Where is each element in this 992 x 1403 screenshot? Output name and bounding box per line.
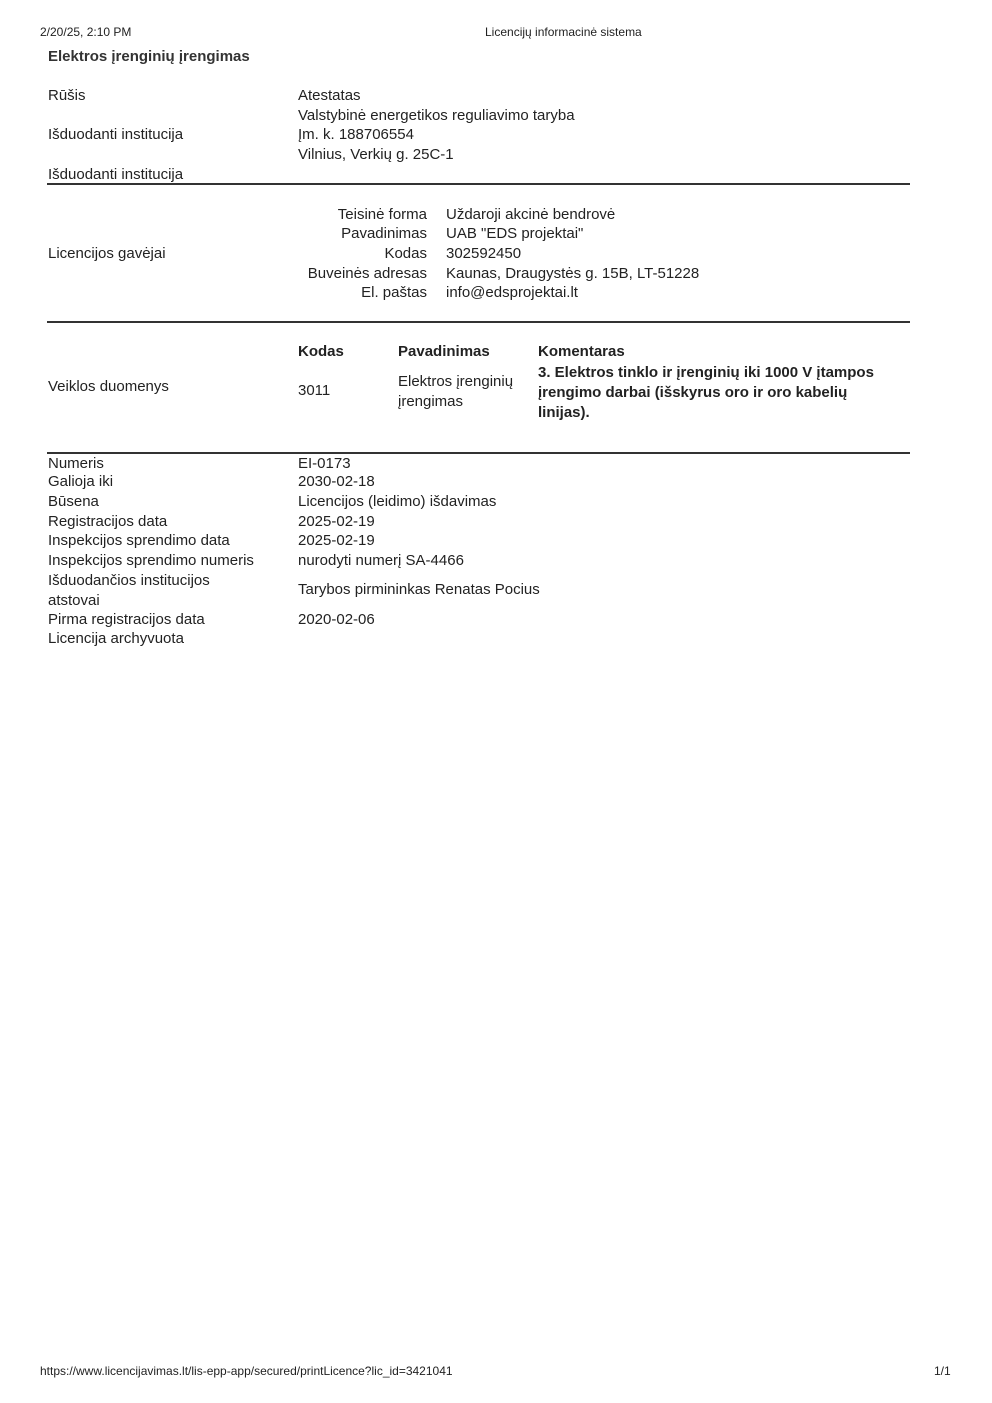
activity-header-name: Pavadinimas xyxy=(398,343,490,360)
activity-code: 3011 xyxy=(298,382,331,399)
detail-label: Inspekcijos sprendimo numeris xyxy=(48,552,254,569)
print-site-title: Licencijų informacinė sistema xyxy=(485,25,642,39)
detail-label: Išduodančios institucijos atstovai xyxy=(48,572,210,609)
recipient-value: Uždaroji akcinė bendrovė xyxy=(446,206,616,223)
detail-label: Pirma registracijos data xyxy=(48,611,205,628)
detail-label: Inspekcijos sprendimo data xyxy=(48,532,230,549)
institution-name: Valstybinė energetikos reguliavimo taryba xyxy=(298,107,575,124)
activity-label: Veiklos duomenys xyxy=(48,378,169,395)
detail-value: nurodyti numerį SA-4466 xyxy=(298,552,464,569)
recipient-value: 302592450 xyxy=(446,245,522,262)
institution-label-2: Išduodanti institucija xyxy=(48,166,184,183)
detail-label: Licencija archyvuota xyxy=(48,630,184,647)
detail-value: 2025-02-19 xyxy=(298,513,375,530)
institution-code: Įm. k. 188706554 xyxy=(298,126,414,143)
detail-value: 2020-02-06 xyxy=(298,611,375,628)
detail-label: Galioja iki xyxy=(48,473,114,490)
recipient-value: UAB "EDS projektai" xyxy=(446,225,584,242)
recipient-key: Pavadinimas xyxy=(341,225,427,242)
detail-value: EI-0173 xyxy=(298,455,351,472)
institution-label-1: Išduodanti institucija xyxy=(48,126,184,143)
detail-label: Būsena xyxy=(48,493,99,510)
detail-value: Tarybos pirmininkas Renatas Pocius xyxy=(298,581,540,598)
rusis-label: Rūšis xyxy=(48,87,86,104)
recipient-value: info@edsprojektai.lt xyxy=(446,284,578,301)
rusis-value: Atestatas xyxy=(298,87,361,104)
recipient-key: Kodas xyxy=(384,245,427,262)
recipient-key: El. paštas xyxy=(361,284,427,301)
print-url[interactable]: https://www.licencijavimas.lt/lis-epp-app/secured/printLicence?lic_id=3421041 xyxy=(40,1364,453,1378)
detail-value: 2030-02-18 xyxy=(298,473,375,490)
print-datetime: 2/20/25, 2:10 PM xyxy=(40,25,132,39)
activity-header-code: Kodas xyxy=(298,343,344,360)
document-title: Elektros įrenginių įrengimas xyxy=(48,48,250,65)
activity-header-comment: Komentaras xyxy=(538,343,625,360)
divider-2 xyxy=(47,321,910,323)
print-page-number: 1/1 xyxy=(934,1364,951,1378)
recipient-value: Kaunas, Draugystės g. 15B, LT-51228 xyxy=(446,265,700,282)
detail-value: 2025-02-19 xyxy=(298,532,375,549)
detail-value: Licencijos (leidimo) išdavimas xyxy=(298,493,497,510)
institution-address: Vilnius, Verkių g. 25C-1 xyxy=(298,146,454,163)
recipient-key: Buveinės adresas xyxy=(307,265,427,282)
divider-3 xyxy=(47,452,910,454)
detail-label: Numeris xyxy=(48,455,104,472)
activity-comment: 3. Elektros tinklo ir įrenginių iki 1000 V įtampos įrengimo darbai (išskyrus oro ir oro kabelių linijas). xyxy=(538,364,874,421)
detail-label: Registracijos data xyxy=(48,513,168,530)
divider-1 xyxy=(47,183,910,185)
activity-name: Elektros įrenginių įrengimas xyxy=(398,373,514,410)
recipients-label: Licencijos gavėjai xyxy=(48,245,166,262)
recipient-key: Teisinė forma xyxy=(337,206,427,223)
